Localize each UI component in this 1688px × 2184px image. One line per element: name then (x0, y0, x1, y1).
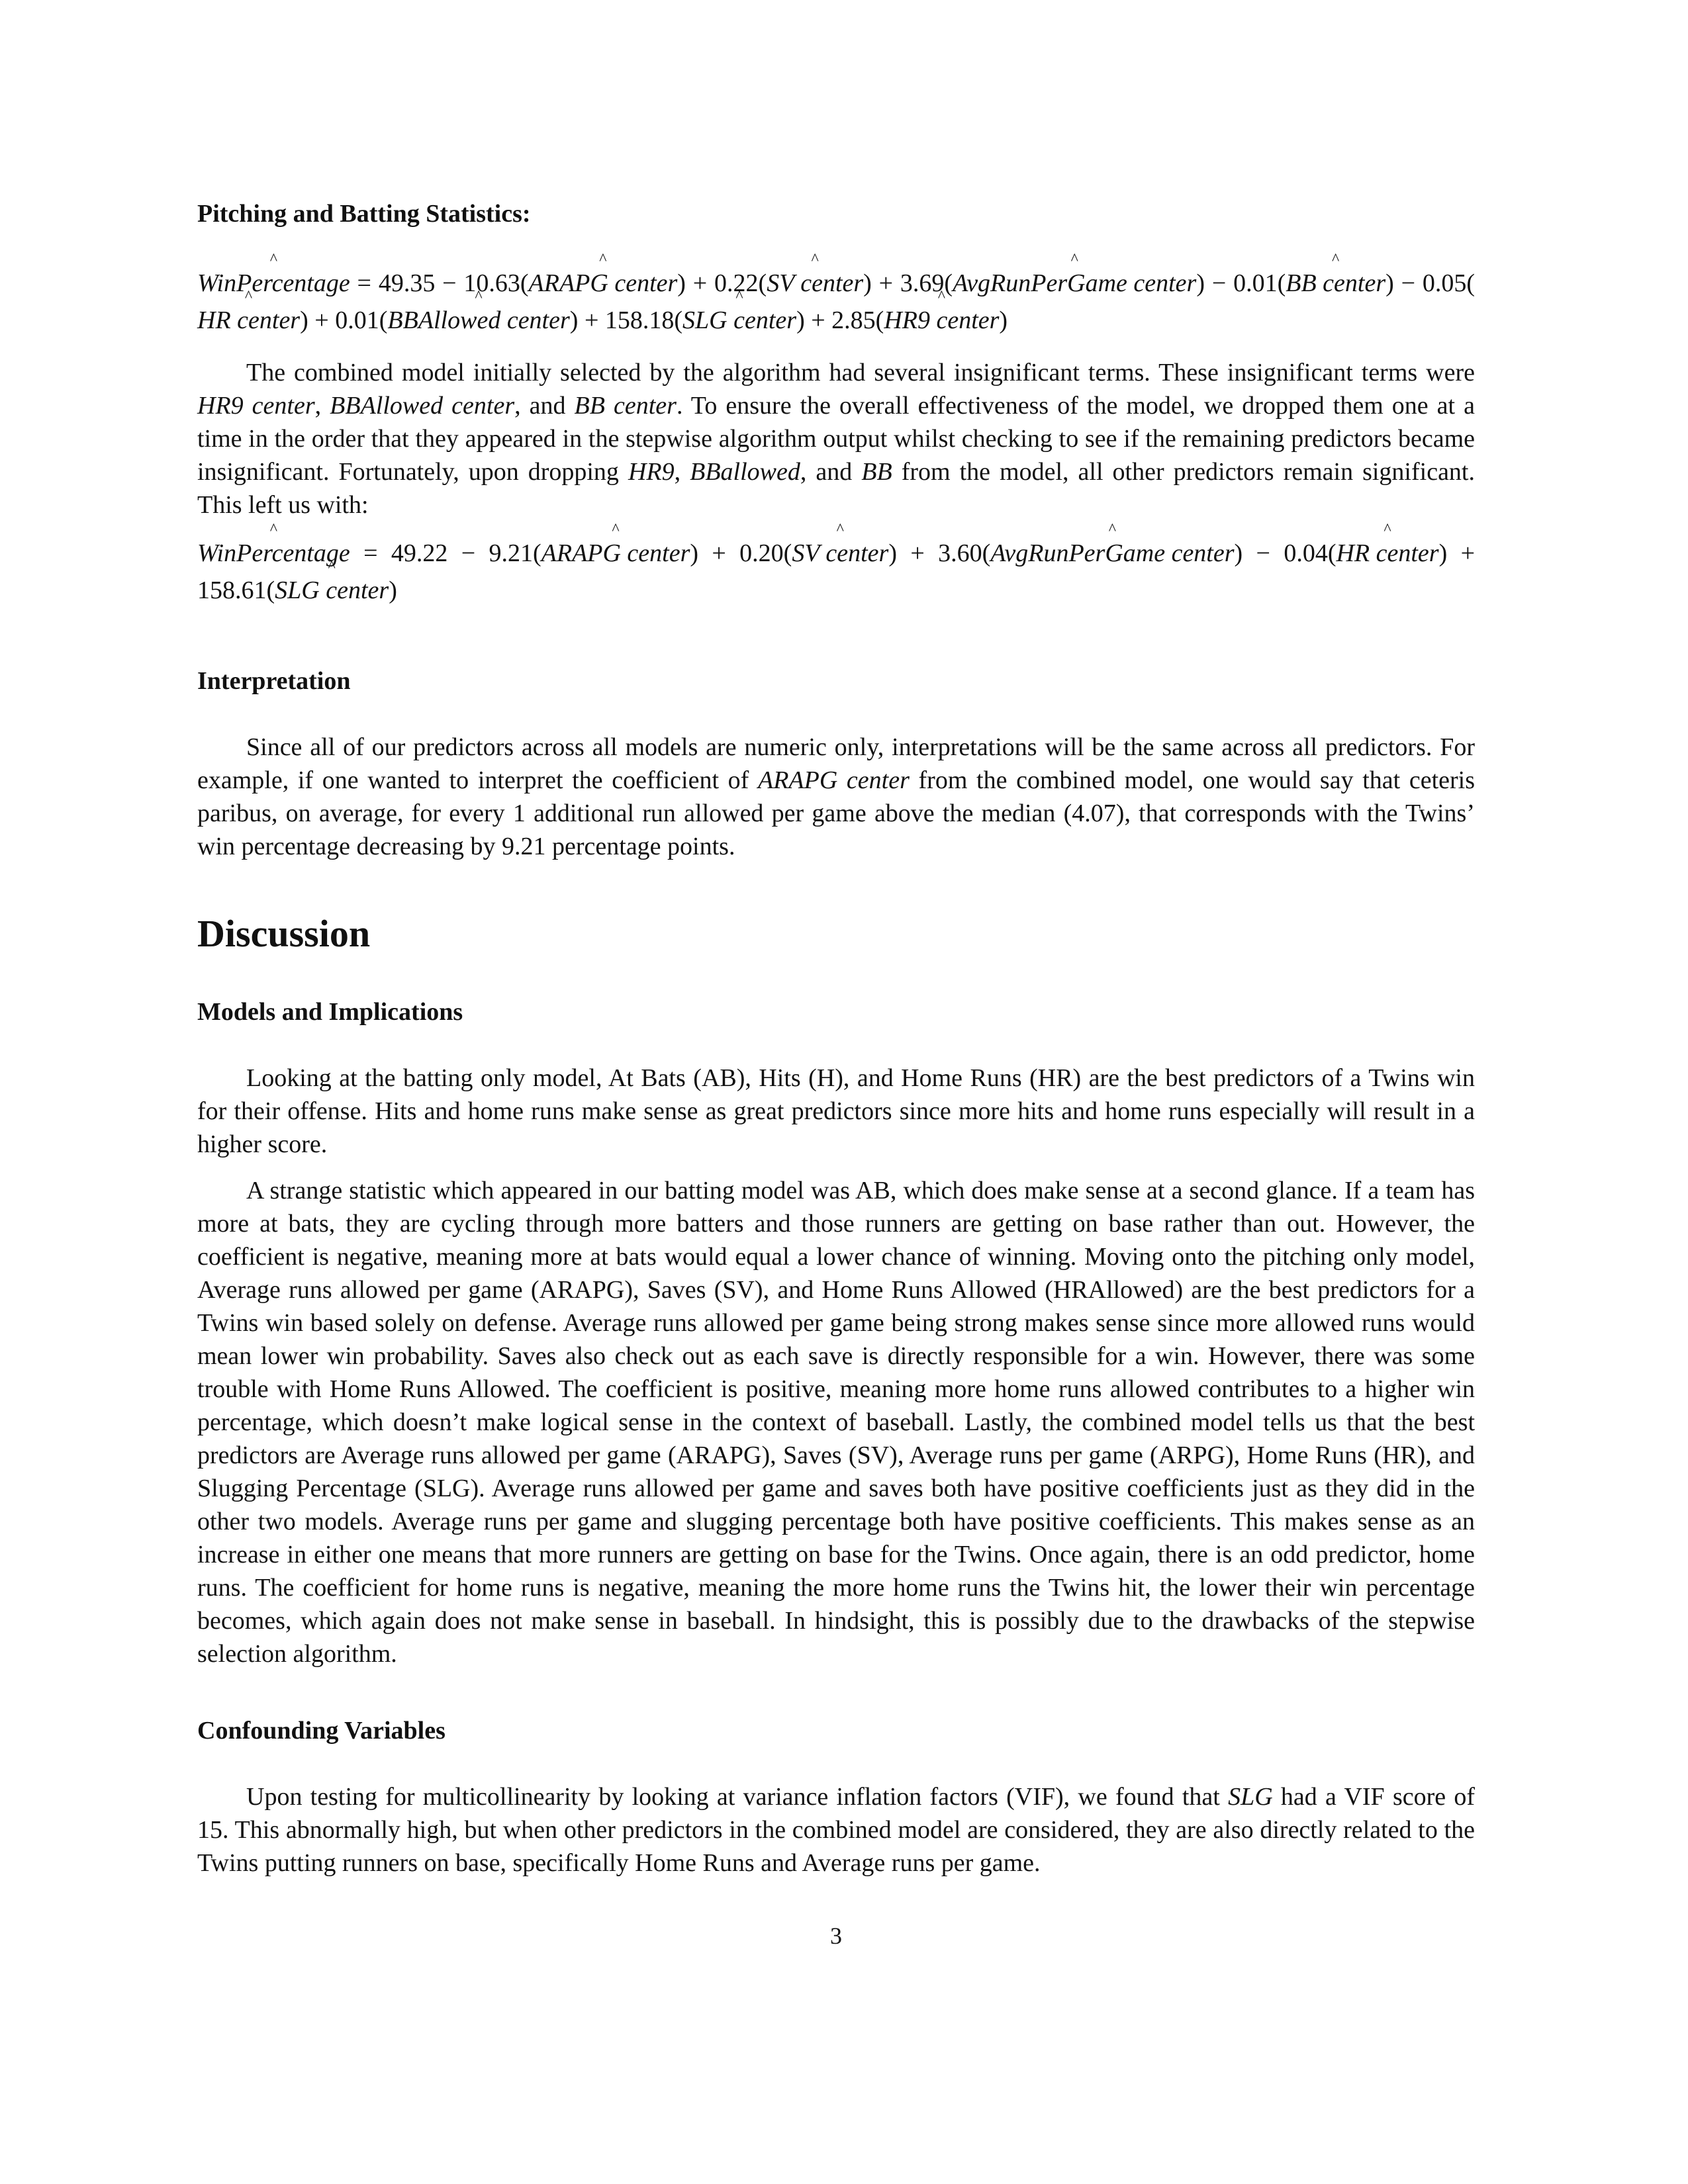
paragraph-model-discussion: A strange statistic which appeared in our batting model was AB, which does make sense at a second glance. If a team has more at bats, they are cycling through more batters and those runners are getting on base rather than out. However, the coefficient is negative, meaning more at bats would equal a lower chance of winning. Moving onto the pitching only model, Average runs allowed per game (ARAPG), Saves (SV), and Home Runs Allowed (HRAllowed) are the best predictors for a Twins win based solely on defense. Average runs allowed per game being strong makes sense since more allowed runs would mean lower win probability. Saves also check out as each save is directly responsible for a win. However, there was some trouble with Home Runs Allowed. The coefficient is positive, meaning more home runs allowed contributes to a higher win percentage, which doesn’t make logical sense in the context of baseball. Lastly, the combined model tells us that the best predictors are Average runs allowed per game (ARAPG), Saves (SV), Average runs per game (ARPG), Home Runs (HR), and Slugging Percentage (SLG). Average runs allowed per game and saves both have positive coefficients just as they did in the other two models. Average runs per game and slugging percentage both have positive coefficients. This makes sense as an increase in either one means that more runners are getting on base for the Twins. Once again, there is an odd predictor, home runs. The coefficient for home runs is negative, meaning the more home runs the Twins hit, the lower their win percentage becomes, which again does not make sense in baseball. In hindsight, this is possibly due to the drawbacks of the stepwise selection algorithm. (197, 1177, 1475, 1668)
term-sign: + (712, 539, 740, 567)
term-sign: + (692, 269, 715, 297)
text: , (674, 458, 690, 486)
paren: ( (1327, 539, 1336, 567)
term-coefficient: 0.01 (1233, 269, 1278, 297)
paren: ) (677, 269, 686, 297)
term-coefficient: 158.18 (604, 306, 675, 334)
page-number: 3 (830, 1923, 842, 1949)
paren: ( (1277, 269, 1286, 297)
term-sign: + (910, 539, 939, 567)
paren: ( (266, 576, 275, 604)
text: had a VIF score of 15. This abnormally high, but when other predictors in the combined model are considered, they are also directly related to the Twins putting runners on base, specifically Home Runs and Average runs per game. (197, 1783, 1476, 1877)
paren: ( (520, 269, 529, 297)
paren: ( (379, 306, 388, 334)
term-variable: ^ AvgRunPerGame center (990, 535, 1234, 572)
term-coefficient: 0.04 (1284, 539, 1328, 567)
text: from the combined model, one would say that ceteris paribus, on average, for every 1 additional run allowed per game above the median (4.07), that corresponds with the Twins’ win percentage decreasing by 9.21 percentage points. (197, 766, 1475, 860)
paren: ) (389, 576, 397, 604)
paren: ) (690, 539, 699, 567)
heading-confounding-variables: Confounding Variables (197, 1717, 445, 1745)
text: , and (800, 458, 862, 486)
equation-reduced-model (197, 535, 1475, 609)
term-variable: ^ SLG center (275, 572, 389, 609)
term-coefficient: 3.60 (938, 539, 982, 567)
paren: ( (1466, 269, 1476, 297)
term-coefficient: 2.85 (831, 306, 876, 334)
term-sign: − (1211, 269, 1234, 297)
term-variable: ^ AvgRunPerGame center (953, 265, 1196, 302)
paragraph-confounding (197, 1780, 1475, 1880)
text: The combined model initially selected by the algorithm had several insignificant terms. These insignificant terms were (246, 359, 1475, 387)
paren: ) (863, 269, 872, 297)
text: , and (514, 392, 575, 420)
term-sign: − (1256, 539, 1284, 567)
term-coefficient: 3.69 (900, 269, 945, 297)
term-sign: − (435, 269, 464, 297)
term-coefficient: 10.63 (463, 269, 520, 297)
math-term: HR9 (628, 458, 675, 486)
document-page (197, 0, 1475, 2052)
text: Since all of our predictors across all models are numeric only, interpretations will be the same across all predictors. For example, if one wanted to interpret the coefficient of (197, 733, 1475, 794)
paren: ( (758, 269, 767, 297)
text: from the model, all other predictors remain significant. This left us with: (197, 458, 1475, 519)
heading-discussion: Discussion (197, 912, 371, 955)
text: Upon testing for multicollinearity by looking at variance inflation factors (VIF), we found that (246, 1783, 1229, 1811)
equation-full-model (197, 265, 1475, 339)
equation-lhs: ^ WinPercentage (197, 535, 350, 572)
paren: ) (569, 306, 579, 334)
paren: ) (999, 306, 1008, 334)
paren: ( (674, 306, 683, 334)
term-variable: ^ SV center (792, 535, 888, 572)
term-variable: ^ HR center (197, 302, 300, 339)
math-term: BBAllowed center (330, 392, 515, 420)
term-coefficient: 0.22 (714, 269, 759, 297)
term-coefficient: 158.61 (197, 576, 267, 604)
term-sign: + (811, 306, 832, 334)
equals-sign: = (350, 539, 391, 567)
equation-lhs: ^ WinPercentage (197, 265, 350, 302)
term-coefficient: 0.01 (335, 306, 379, 334)
term-variable: ^ ARAPG center (541, 535, 690, 572)
text: . To ensure the overall effectiveness of the model, we dropped them one at a time in the order that they appeared in the stepwise algorithm output whilst checking to see if the remaining predictors became insignificant. Fortunately, upon dropping (197, 392, 1475, 486)
term-sign: + (584, 306, 605, 334)
term-sign: + (314, 306, 336, 334)
paren: ( (982, 539, 991, 567)
intercept: 49.22 (391, 539, 448, 567)
term-coefficient: 9.21 (489, 539, 533, 567)
term-sign: − (1401, 269, 1423, 297)
term-variable: ^ SLG center (682, 302, 796, 339)
heading-pitching-batting: Pitching and Batting Statistics: (197, 200, 531, 228)
paren: ( (532, 539, 541, 567)
paragraph-model-reduction (197, 356, 1475, 522)
math-term: ARAPG center (757, 766, 910, 794)
equals-sign: = (350, 269, 379, 297)
term-variable: ^ BBAllowed center (387, 302, 569, 339)
math-term: HR9 center (197, 392, 315, 420)
heading-interpretation: Interpretation (197, 667, 351, 695)
paragraph-interpretation (197, 731, 1475, 863)
paren: ( (875, 306, 884, 334)
paren: ) (1385, 269, 1394, 297)
term-variable: ^ SV center (767, 265, 863, 302)
paren: ) (1234, 539, 1243, 567)
term-variable: ^ HR9 center (884, 302, 999, 339)
term-coefficient: 0.20 (739, 539, 784, 567)
paren: ) (888, 539, 897, 567)
term-coefficient: 0.05 (1422, 269, 1467, 297)
term-sign: − (447, 539, 489, 567)
paren: ) (1438, 539, 1448, 567)
term-variable: ^ ARAPG center (529, 265, 678, 302)
math-term: BB center (574, 392, 677, 420)
heading-models-implications: Models and Implications (197, 998, 463, 1026)
term-variable: ^ HR center (1336, 535, 1438, 572)
paren: ( (783, 539, 792, 567)
math-term: SLG (1228, 1783, 1273, 1811)
intercept: 49.35 (378, 269, 436, 297)
term-sign: + (1460, 539, 1476, 567)
paren: ( (944, 269, 953, 297)
term-variable: ^ BB center (1286, 265, 1385, 302)
paragraph-batting-model: Looking at the batting only model, At Bats (AB), Hits (H), and Home Runs (HR) are the best predictors of a Twins win for their offense. Hits and home runs make sense as great predictors since more hits and home runs especially will result in a higher score. (197, 1064, 1475, 1158)
text: , (314, 392, 330, 420)
paren: ) (1196, 269, 1205, 297)
paren: ) (796, 306, 805, 334)
term-sign: + (878, 269, 900, 297)
math-term: BB (861, 458, 892, 486)
paren: ) (300, 306, 308, 334)
math-term: BBallowed (690, 458, 800, 486)
